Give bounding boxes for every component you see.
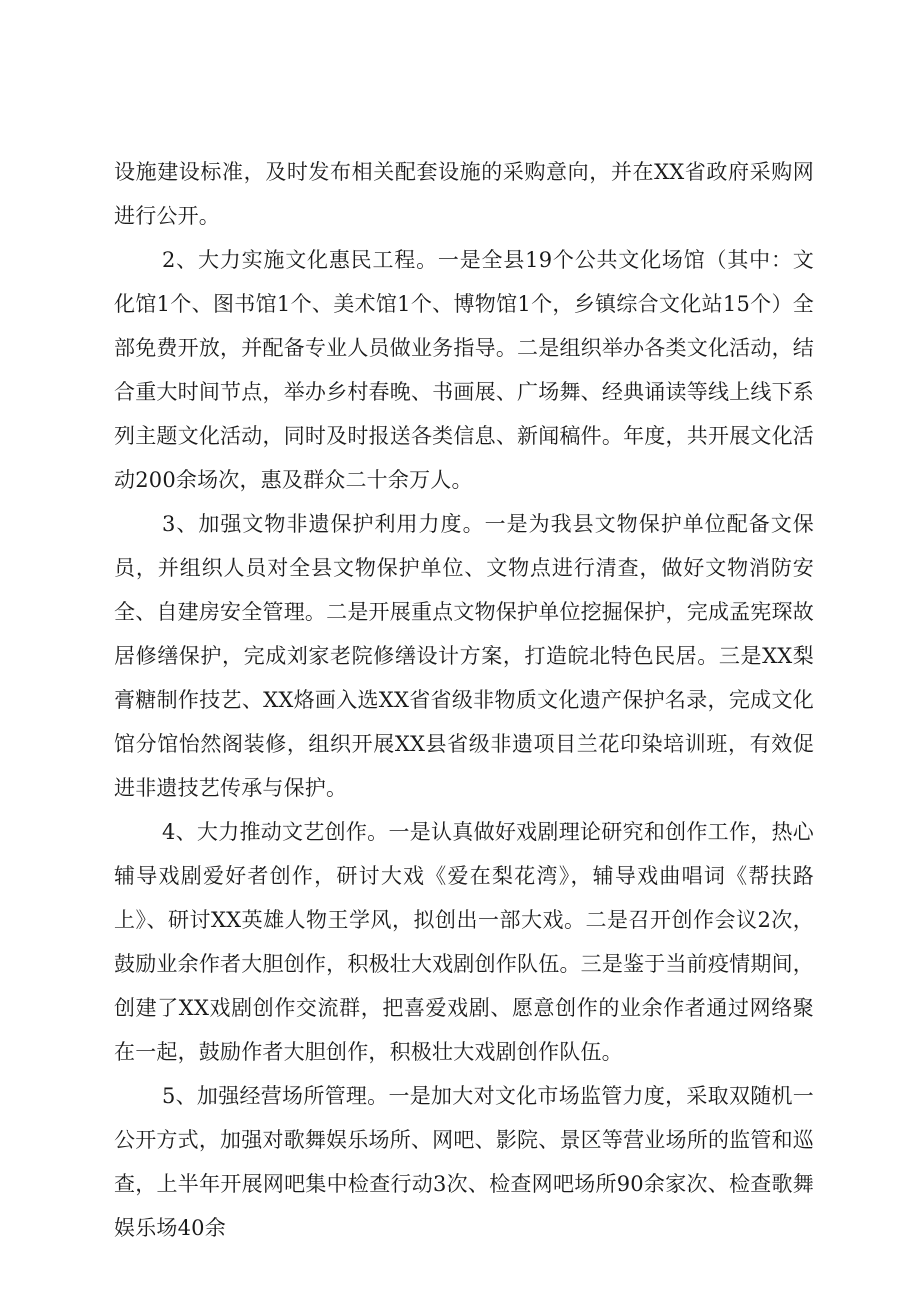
paragraph-culture-project: 2、大力实施文化惠民工程。一是全县19个公共文化场馆（其中：文化馆1个、图书馆1个、美术馆1个、博物馆1个，乡镇综合文化站15个）全部免费开放，并配备专业人员做业务指导。二是组织举办各类文化活动，结合重大时间节点，举办乡村春晚、书画展、广场舞、经典诵读等线上线下系列主题文化活动，同时及时报送各类信息、新闻稿件。年度，共开展文化活动200余场次，惠及群众二十余万人。: [114, 248, 814, 492]
paragraph-heritage-protection: 3、加强文物非遗保护利用力度。一是为我县文物保护单位配备文保员，并组织人员对全县文物保护单位、文物点进行清查，做好文物消防安全、自建房安全管理。二是开展重点文物保护单位挖掘保护，完成孟宪琛故居修缮保护，完成刘家老院修缮设计方案，打造皖北特色民居。三是XX梨膏糖制作技艺、XX烙画入选XX省省级非物质文化遗产保护名录，完成文化馆分馆怡然阁装修，组织开展XX县省级非遗项目兰花印染培训班，有效促进非遗技艺传承与保护。: [114, 512, 814, 800]
document-body: [114, 150, 814, 1250]
paragraph-venue-management: 5、加强经营场所管理。一是加大对文化市场监管力度，采取双随机一公开方式，加强对歌舞娱乐场所、网吧、影院、景区等营业场所的监管和巡查，上半年开展网吧集中检查行动3次、检查网吧场所90余家次、检查歌舞娱乐场40余: [114, 1084, 814, 1240]
paragraph-continuation: 设施建设标准，及时发布相关配套设施的采购意向，并在XX省政府采购网进行公开。: [114, 160, 814, 228]
paragraph-art-creation: 4、大力推动文艺创作。一是认真做好戏剧理论研究和创作工作，热心辅导戏剧爱好者创作，研讨大戏《爱在梨花湾》，辅导戏曲唱词《帮扶路上》、研讨XX英雄人物王学风，拟创出一部大戏。二是召开创作会议2次，鼓励业余作者大胆创作，积极壮大戏剧创作队伍。三是鉴于当前疫情期间，创建了XX戏剧创作交流群，把喜爱戏剧、愿意创作的业余作者通过网络聚在一起，鼓励作者大胆创作，积极壮大戏剧创作队伍。: [114, 820, 814, 1064]
